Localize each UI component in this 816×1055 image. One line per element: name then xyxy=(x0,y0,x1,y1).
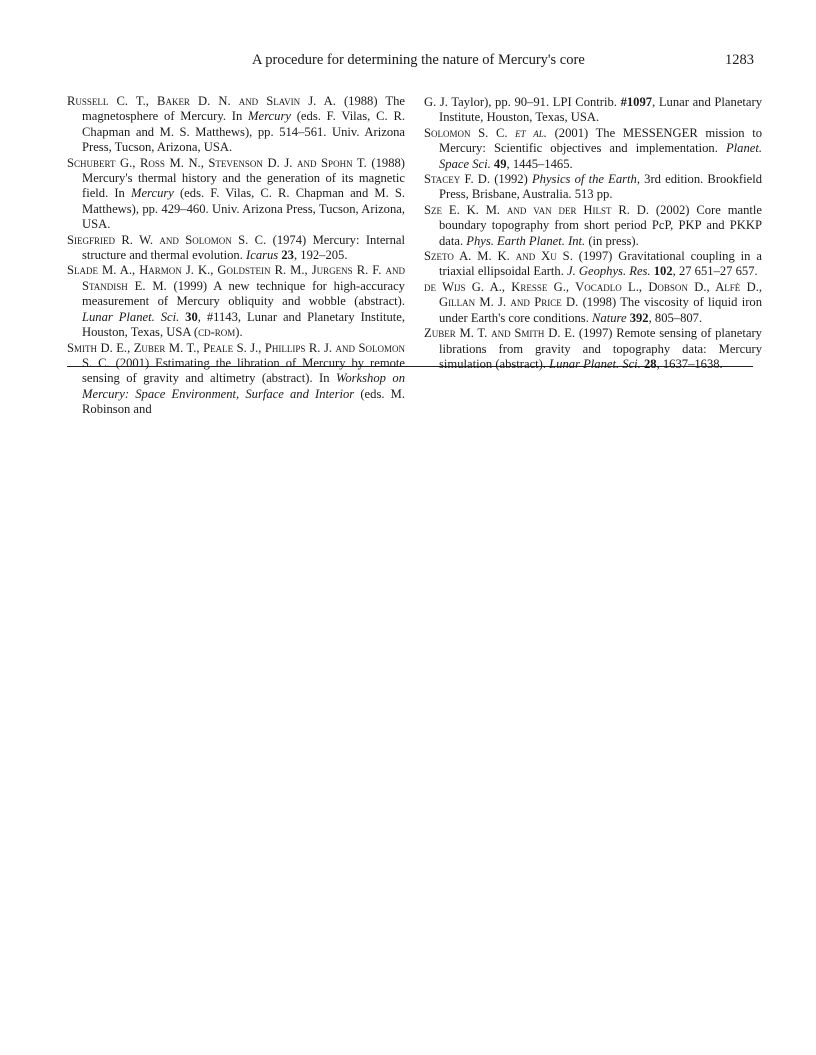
reference-text: , 27 651–27 657. xyxy=(672,264,758,279)
end-rule xyxy=(67,366,753,367)
reference-authors: Sze E. K. M. and van der Hilst R. D. xyxy=(424,202,650,217)
reference-authors: Smith D. E., Zuber M. T., Peale S. J., Phillips R. J. and Solomon S. C. xyxy=(67,340,405,370)
reference-text: (1997) Gravitational coupling in a triaxial ellipsoidal Earth. xyxy=(439,249,763,279)
reference-entry xyxy=(67,341,405,418)
reference-volume: 23 xyxy=(281,248,294,263)
reference-text: (1988) The magnetosphere of Mercury. In xyxy=(82,94,405,124)
reference-volume: 392 xyxy=(629,310,649,325)
running-head xyxy=(0,52,816,72)
reference-authors: de Wijs G. A., Kresse G., Vocadlo L., Dobson D., Alfè D., Gillan M. J. and Price D. xyxy=(424,279,762,310)
reference-authors: Solomon S. C. xyxy=(424,125,508,140)
reference-entry xyxy=(424,249,762,280)
reference-book-title: Mercury xyxy=(248,109,291,124)
reference-text: (1988) Mercury's thermal history and the generation of its magnetic field. In xyxy=(82,155,406,201)
reference-entry xyxy=(67,263,405,340)
reference-text: (2001) The MESSENGER mission to Mercury: Scientific objectives and implementation. xyxy=(439,125,762,156)
reference-entry xyxy=(424,203,762,249)
reference-authors: Stacey F. D. xyxy=(424,172,491,187)
reference-text: (1974) Mercury: Internal structure and thermal evolution. xyxy=(82,232,405,263)
reference-text: (eds. F. Vilas, C. R. Chapman and M. S. Matthews), pp. 429–460. Univ. Arizona Press, Tucson, Arizona, USA. xyxy=(82,186,406,232)
reference-text: (2001) Estimating the libration of Mercury by remote sensing of gravity and altimetry (abstract). In xyxy=(82,355,405,386)
reference-book-title: Physics of the Earth xyxy=(531,172,637,187)
reference-volume: 49 xyxy=(493,156,507,171)
reference-authors: Zuber M. T. and Smith D. E. xyxy=(424,326,576,341)
references-column-right xyxy=(424,95,762,372)
reference-entry xyxy=(424,280,762,326)
reference-text: (1998) The viscosity of liquid iron under Earth's core conditions. xyxy=(439,295,762,325)
reference-text: (1997) Remote sensing of planetary librations from gravity and topography data: Mercury simulation (abstract). xyxy=(439,326,762,371)
reference-entry xyxy=(67,156,405,233)
reference-text: , Lunar and Planetary Institute, Houston, Texas, USA. xyxy=(439,95,762,125)
page-number: 1283 xyxy=(725,52,754,68)
running-title: A procedure for determining the nature of Mercury's core xyxy=(252,52,585,68)
reference-text: (1999) A new technique for high-accuracy measurement of Mercury obliquity and wobble (abstract). xyxy=(82,278,405,309)
reference-text: (eds. M. Robinson and xyxy=(82,386,405,417)
reference-entry xyxy=(67,94,405,156)
reference-authors: Szeto A. M. K. and Xu S. xyxy=(424,249,573,264)
reference-book-title: Mercury xyxy=(130,186,174,201)
reference-entry xyxy=(67,233,405,264)
reference-text: , 3rd edition. Brookfield Press, Brisbane, Australia. 513 pp. xyxy=(439,172,762,202)
reference-authors: Siegfried R. W. and Solomon S. C. xyxy=(67,232,267,247)
references-column-left xyxy=(67,94,405,418)
reference-journal: Lunar Planet. Sci. xyxy=(82,309,180,324)
reference-space xyxy=(508,126,516,140)
reference-text: ). xyxy=(235,325,243,340)
reference-et-al: et al. xyxy=(515,125,547,140)
reference-text: (eds. F. Vilas, C. R. Chapman and M. S. Matthews), pp. 514–561. Univ. Arizona Press, Tucson, Arizona, USA. xyxy=(82,109,405,155)
reference-journal: Lunar Planet. Sci. xyxy=(549,356,641,371)
reference-authors: Slade M. A., Harmon J. K., Goldstein R. M., Jurgens R. F. and Standish E. M. xyxy=(67,263,405,293)
reference-volume: 30 xyxy=(185,309,198,324)
reference-volume: #1097 xyxy=(620,95,653,109)
reference-journal: Nature xyxy=(592,310,627,325)
reference-text: , 192–205. xyxy=(293,248,348,263)
reference-volume: 102 xyxy=(653,264,673,279)
reference-text: , 1637–1638. xyxy=(656,356,723,371)
reference-medium: cd-rom xyxy=(198,325,236,340)
reference-text: (in press). xyxy=(585,233,639,248)
reference-entry-continuation xyxy=(424,95,762,126)
reference-journal: J. Geophys. Res. xyxy=(567,264,651,279)
reference-volume: 28 xyxy=(643,356,657,371)
reference-entry xyxy=(424,172,762,203)
reference-authors: Russell C. T., Baker D. N. and Slavin J. A. xyxy=(67,94,336,108)
reference-book-title: Workshop on Mercury: Space Environment, Surface and Interior xyxy=(82,371,405,401)
reference-text: , 1445–1465. xyxy=(506,156,573,171)
reference-text: G. J. Taylor), pp. 90–91. LPI Contrib. xyxy=(424,95,621,109)
reference-journal: Icarus xyxy=(246,248,279,263)
reference-text: (1992) xyxy=(490,172,532,187)
reference-entry xyxy=(424,126,762,172)
reference-text: , 805–807. xyxy=(648,310,703,325)
reference-authors: Schubert G., Ross M. N., Stevenson D. J. and Spohn T. xyxy=(67,155,367,170)
reference-journal: Phys. Earth Planet. Int. xyxy=(466,233,586,248)
reference-text: , #1143, Lunar and Planetary Institute, Houston, Texas, USA ( xyxy=(82,309,405,340)
reference-journal: Planet. Space Sci. xyxy=(439,141,762,171)
reference-text: (2002) Core mantle boundary topography from short period PcP, PKP and PKKP data. xyxy=(439,202,762,248)
